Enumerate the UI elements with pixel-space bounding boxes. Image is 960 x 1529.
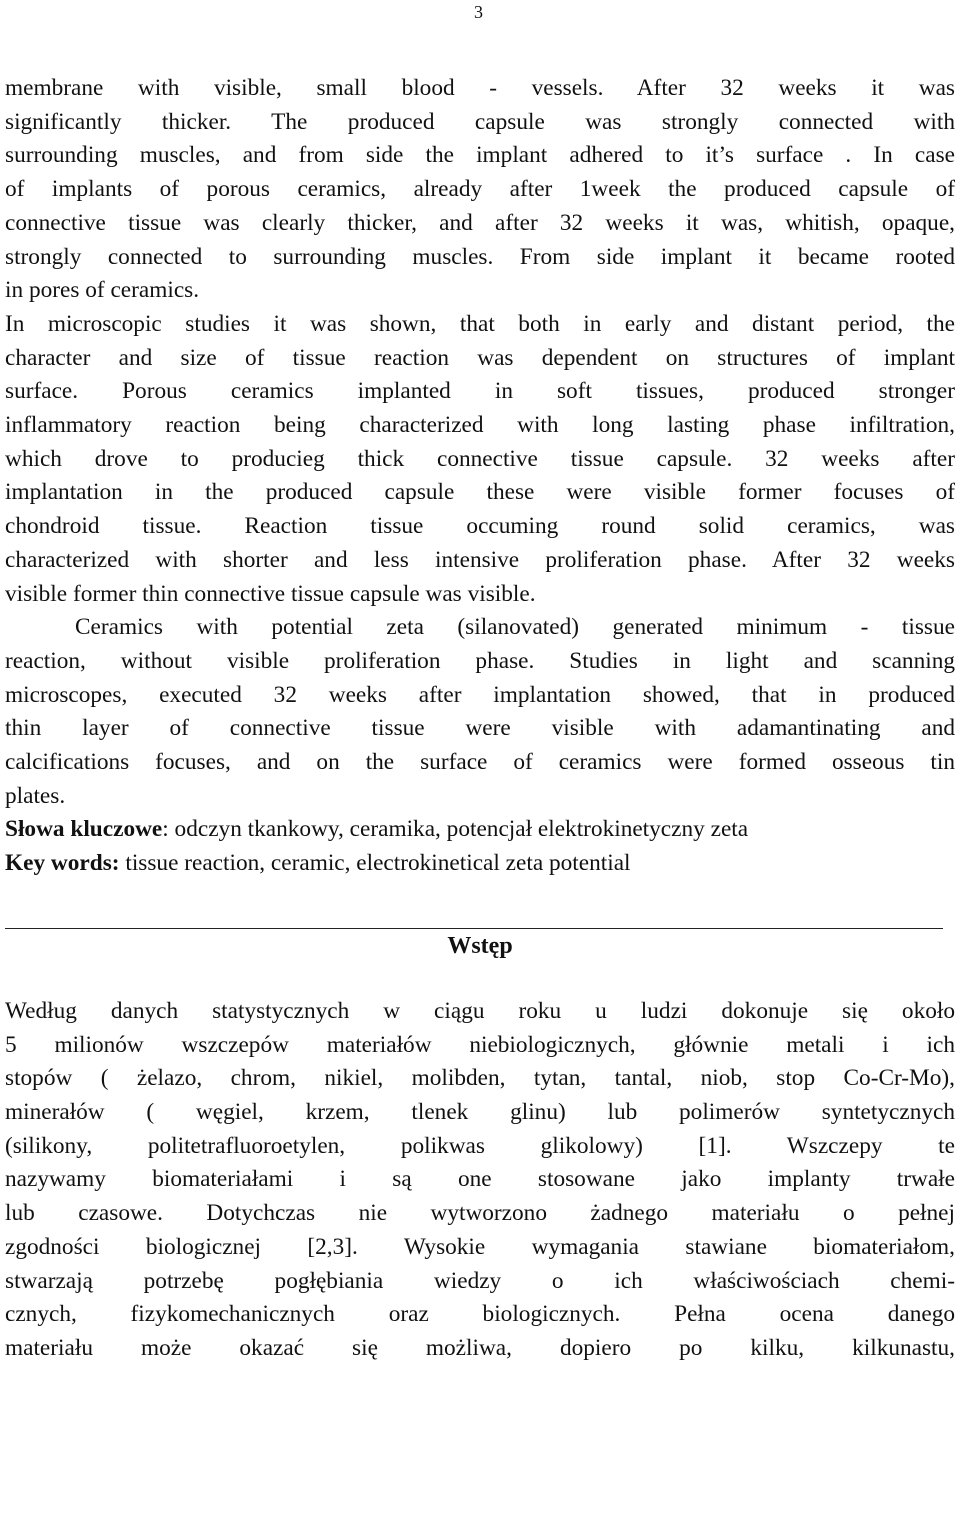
- keywords-english: [5, 847, 955, 881]
- text-line: stopów ( żelazo, chrom, nikiel, molibden, tytan, tantal, niob, stop Co-Cr-Mo),: [5, 1065, 955, 1092]
- text-line: materiału może okazać się możliwa, dopiero po kilku, kilkunastu,: [5, 1334, 955, 1361]
- text-line: surrounding muscles, and from side the implant adhered to it’s surface . In case: [5, 142, 955, 169]
- abstract-paragraph-3: [5, 611, 955, 813]
- keywords-english-text: tissue reaction, ceramic, electrokinetical zeta potential: [119, 850, 631, 877]
- page-number: 3: [474, 2, 483, 22]
- text-line: calcifications focuses, and on the surface of ceramics were formed osseous tin: [5, 749, 955, 776]
- text-line: implantation in the produced capsule these were visible former focuses of: [5, 479, 955, 506]
- text-line: zgodności biologicznej [2,3]. Wysokie wymagania stawiane biomateriałom,: [5, 1233, 955, 1260]
- text-line: chondroid tissue. Reaction tissue occuming round solid ceramics, was: [5, 513, 955, 540]
- text-line: minerałów ( węgiel, krzem, tlenek glinu) lub polimerów syntetycznych: [5, 1098, 955, 1125]
- text-line: connective tissue was clearly thicker, and after 32 weeks it was, whitish, opaque,: [5, 209, 955, 236]
- text-line: characterized with shorter and less intensive proliferation phase. After 32 weeks: [5, 546, 955, 573]
- text-line: reaction, without visible proliferation phase. Studies in light and scanning: [5, 647, 955, 674]
- document-body: [5, 72, 955, 1366]
- text-line: inflammatory reaction being characterized with long lasting phase infiltration,: [5, 412, 955, 439]
- text-line: visible former thin connective tissue capsule was visible.: [5, 580, 536, 607]
- text-line: cznych, fizykomechanicznych oraz biologicznych. Pełna ocena danego: [5, 1301, 955, 1328]
- keywords-polish-text: : odczyn tkankowy, ceramika, potencjał elektrokinetyczny zeta: [162, 816, 749, 843]
- text-line: membrane with visible, small blood - vessels. After 32 weeks it was: [5, 75, 955, 101]
- text-line: microscopes, executed 32 weeks after implantation showed, that in produced: [5, 681, 955, 708]
- text-line: in pores of ceramics.: [5, 277, 200, 304]
- text-line: lub czasowe. Dotychczas nie wytworzono żadnego materiału o pełnej: [5, 1200, 955, 1227]
- keywords-polish-label: Słowa kluczowe: [5, 816, 163, 843]
- text-line: of implants of porous ceramics, already after 1week the produced capsule of: [5, 176, 955, 203]
- keywords-english-label: Key words:: [5, 850, 120, 877]
- text-line: which drove to producieg thick connective tissue capsule. 32 weeks after: [5, 445, 955, 472]
- text-line: In microscopic studies it was shown, that both in early and distant period, the: [5, 310, 955, 337]
- text-line: strongly connected to surrounding muscles. From side implant it became rooted: [5, 243, 955, 270]
- keywords-polish: [5, 813, 955, 847]
- abstract-paragraph-2: [5, 308, 955, 611]
- text-line: (silikony, politetrafluoroetylen, polikwas glikolowy) [1]. Wszczepy te: [5, 1132, 955, 1159]
- text-line: character and size of tissue reaction was dependent on structures of implant: [5, 344, 955, 371]
- section-heading: Wstęp: [447, 932, 513, 959]
- intro-paragraph: [5, 995, 955, 1366]
- text-line: 5 milionów wszczepów materiałów niebiologicznych, głównie metali i ich: [5, 1031, 955, 1058]
- text-line: thin layer of connective tissue were visible with adamantinating and: [5, 715, 955, 742]
- text-line: stwarzają potrzebę pogłębiania wiedzy o ich właściwościach chemi-: [5, 1267, 955, 1294]
- text-line: Ceramics with potential zeta (silanovated) generated minimum - tissue: [75, 614, 955, 641]
- text-line: Według danych statystycznych w ciągu roku u ludzi dokonuje się około: [5, 997, 955, 1024]
- text-line: significantly thicker. The produced capsule was strongly connected with: [5, 108, 955, 135]
- abstract-paragraph-1: [5, 72, 955, 308]
- text-line: plates.: [5, 782, 66, 809]
- text-line: nazywamy biomateriałami i są one stosowane jako implanty trwałe: [5, 1166, 955, 1193]
- text-line: surface. Porous ceramics implanted in soft tissues, produced stronger: [5, 378, 955, 405]
